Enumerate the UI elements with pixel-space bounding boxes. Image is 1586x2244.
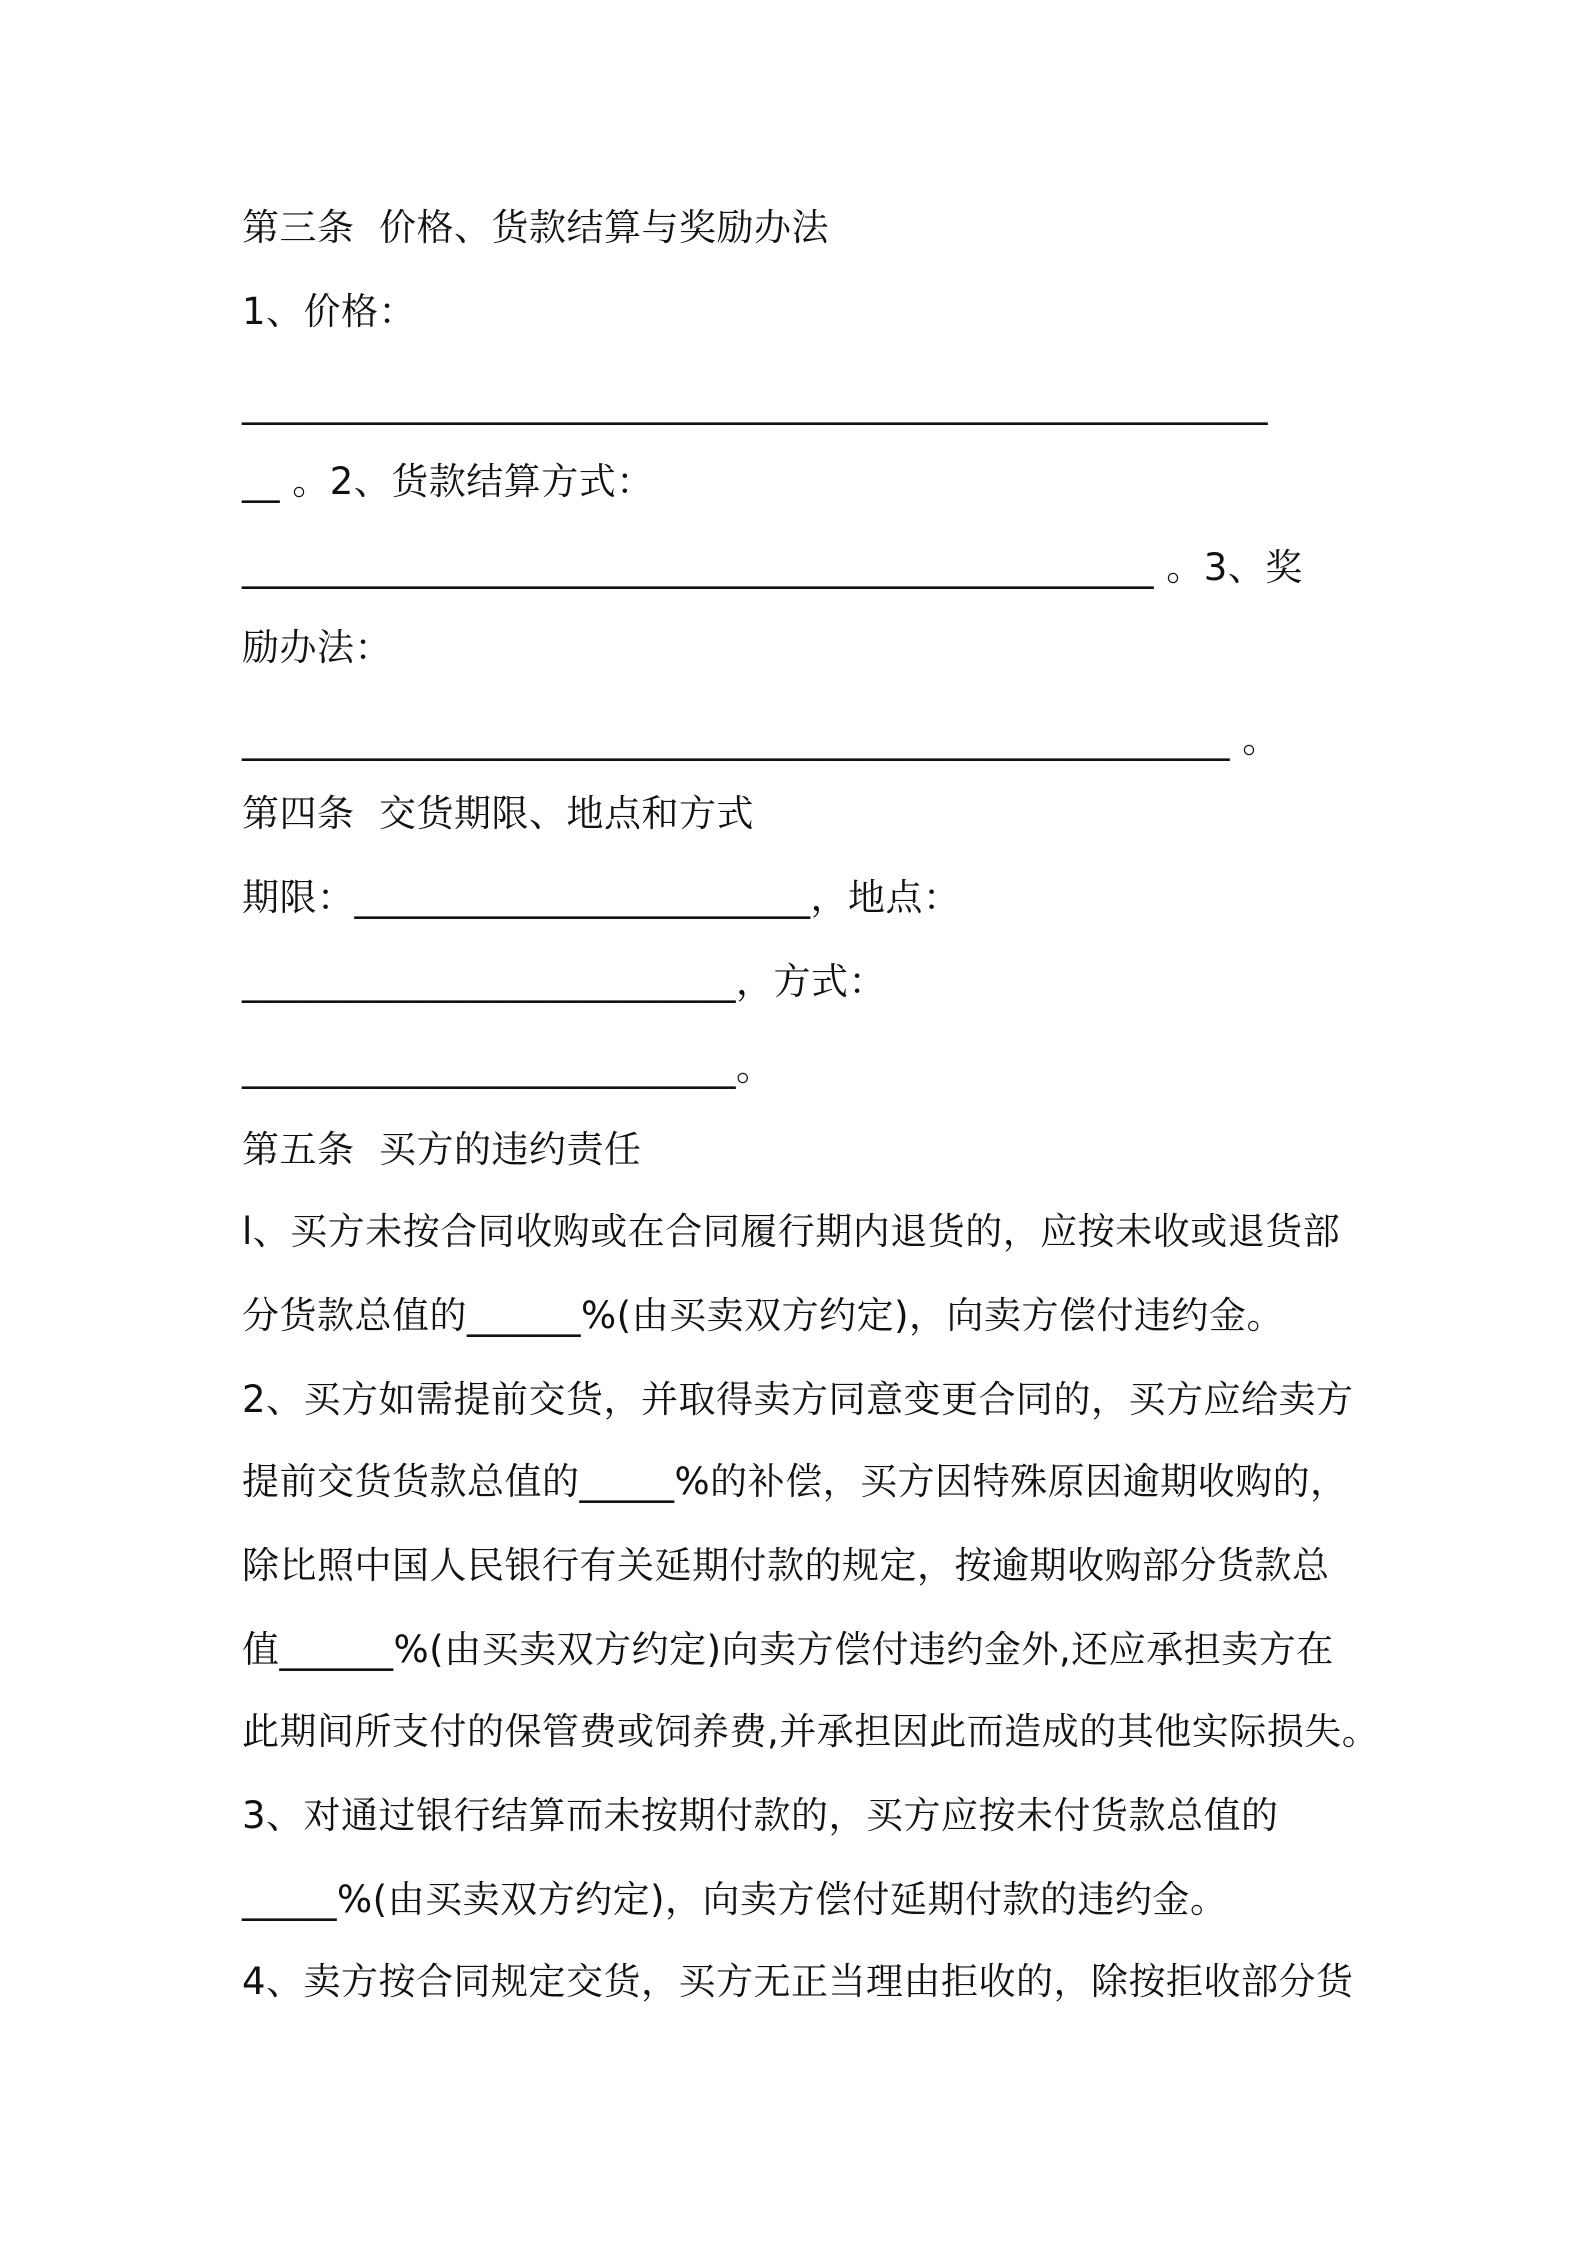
clause-1-line-1: l、买方未按合同收购或在合同履行期内退货的，应按未收或退货部 <box>242 1210 1341 1253</box>
clause-2-line-1: 2、买方如需提前交货，并取得卖方同意变更合同的，买方应给卖方 <box>242 1378 1354 1421</box>
delivery-method-blank-line: __________________________。 <box>242 1046 774 1089</box>
clause-3-line-2: _____%(由买卖双方约定)，向卖方偿付延期付款的违约金。 <box>242 1878 1228 1921</box>
article-5-heading: 第五条 买方的违约责任 <box>242 1128 642 1171</box>
settlement-blank-line: ________________________________________________ 。3、奖 <box>242 546 1303 589</box>
price-label: 1、价格： <box>242 290 417 333</box>
clause-3-line-1: 3、对通过银行结算而未按期付款的，买方应按未付货款总值的 <box>242 1794 1279 1837</box>
settlement-method-line: __ 。2、货款结算方式： <box>242 460 654 503</box>
reward-blank-line: ____________________________________________________ 。 <box>242 718 1280 761</box>
clause-4-line-1: 4、卖方按合同规定交货，买方无正当理由拒收的，除按拒收部分货 <box>242 1960 1354 2003</box>
delivery-term-place-line: 期限：________________________，地点： <box>242 876 961 919</box>
article-4-heading: 第四条 交货期限、地点和方式 <box>242 792 755 835</box>
price-blank-line: ______________________________________________________ <box>242 382 1268 425</box>
article-3-heading: 第三条 价格、货款结算与奖励办法 <box>242 206 830 249</box>
clause-2-line-3: 除比照中国人民银行有关延期付款的规定，按逾期收购部分货款总 <box>242 1544 1330 1587</box>
clause-2-line-5: 此期间所支付的保管费或饲养费,并承担因此而造成的其他实际损失。 <box>242 1710 1380 1753</box>
clause-2-line-2: 提前交货货款总值的_____%的补偿，买方因特殊原因逾期收购的， <box>242 1460 1348 1503</box>
delivery-method-line: __________________________，方式： <box>242 960 886 1003</box>
clause-2-line-4: 值______%(由买卖双方约定)向卖方偿付违约金外,还应承担卖方在 <box>242 1628 1334 1671</box>
clause-1-line-2: 分货款总值的______%(由买卖双方约定)，向卖方偿付违约金。 <box>242 1294 1285 1337</box>
reward-method-label: 励办法： <box>242 626 392 669</box>
